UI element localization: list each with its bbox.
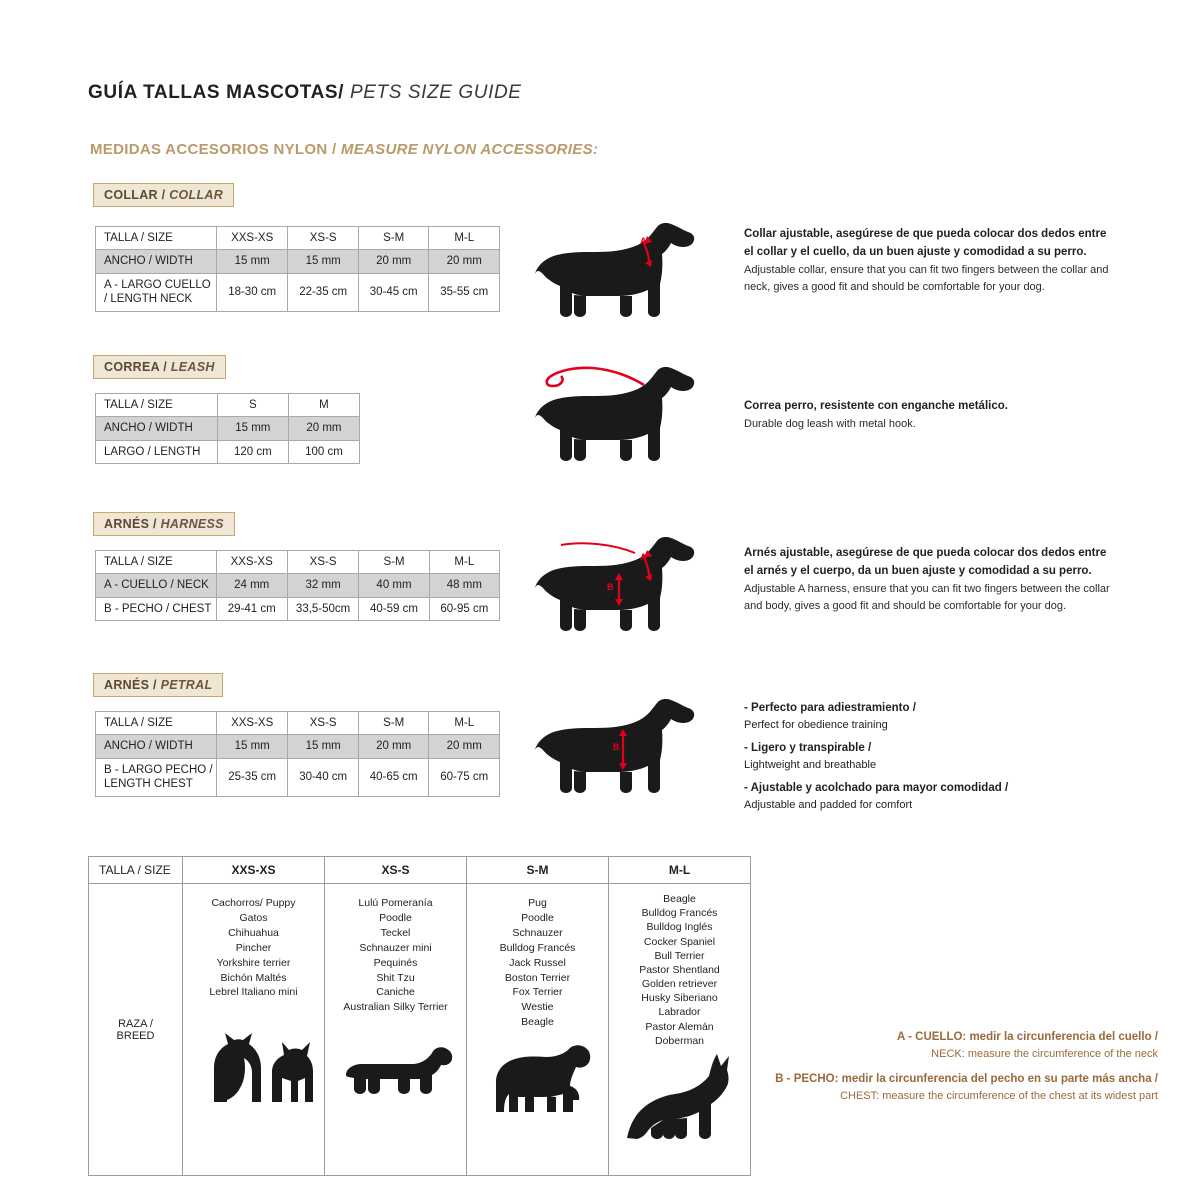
breed-item: Yorkshire terrier bbox=[216, 956, 291, 969]
breed-list bbox=[612, 892, 747, 1048]
cell: 29-41 cm bbox=[216, 597, 287, 620]
cell: 15 mm bbox=[288, 250, 359, 273]
cell: 30-40 cm bbox=[288, 758, 359, 796]
breed-item: Jack Russel bbox=[509, 956, 566, 969]
breed-list bbox=[328, 896, 463, 1015]
bullet-es: - Ajustable y acolchado para mayor comodidad / bbox=[744, 781, 1009, 794]
breed-item: Shit Tzu bbox=[376, 971, 415, 984]
table-row-header bbox=[89, 857, 751, 884]
breed-item: Pequinés bbox=[373, 956, 418, 969]
section-tag-petral-en: PETRAL bbox=[156, 678, 213, 692]
cell: 60-75 cm bbox=[429, 758, 500, 796]
cell: 100 cm bbox=[288, 440, 359, 463]
breed-item: Bichón Maltés bbox=[220, 971, 287, 984]
row-label: TALLA / SIZE bbox=[96, 227, 217, 250]
breed-item: Westie bbox=[521, 1001, 554, 1014]
description-leash-es: Correa perro, resistente con enganche metálico. bbox=[744, 400, 1008, 412]
cat-and-small-dog-silhouette bbox=[194, 1028, 314, 1106]
section-tag-leash-en: LEASH bbox=[167, 360, 215, 374]
cell: M bbox=[288, 394, 359, 417]
footnote-chest-es: B - PECHO: medir la circunferencia del pecho en su parte más ancha / bbox=[775, 1072, 1158, 1085]
breed-item: Bulldog Francés bbox=[499, 941, 576, 954]
breed-item: Poodle bbox=[521, 911, 554, 924]
breed-item: Poodle bbox=[379, 911, 412, 924]
footnote-chest-en: CHEST: measure the circumference of the chest at its widest part bbox=[840, 1090, 1158, 1103]
cell: 20 mm bbox=[288, 417, 359, 440]
table-petral bbox=[95, 711, 500, 797]
footnote-neck-es: A - CUELLO: medir la circunferencia del cuello / bbox=[897, 1031, 1158, 1043]
row-label: ANCHO / WIDTH bbox=[96, 250, 217, 273]
breed-row-label-es: RAZA / bbox=[118, 1017, 153, 1030]
section-tag-harness-en: HARNESS bbox=[156, 517, 224, 531]
breed-cell bbox=[467, 884, 609, 1176]
section-tag-leash-es: CORREA / bbox=[104, 360, 168, 374]
section-tag-collar bbox=[93, 183, 234, 207]
breed-item: Gatos bbox=[239, 911, 268, 924]
cell: 40-59 cm bbox=[359, 597, 429, 620]
table-row bbox=[96, 440, 360, 463]
cell: S bbox=[217, 394, 288, 417]
description-collar bbox=[744, 226, 1114, 297]
description-harness-en: Adjustable A harness, ensure that you can fit two fingers between the collar and body, gives a good fit and should be comfortable for your dog. bbox=[744, 582, 1110, 613]
table-row bbox=[96, 712, 500, 735]
breed-item: Australian Silky Terrier bbox=[343, 1001, 448, 1014]
breed-item: Pug bbox=[528, 897, 547, 909]
breed-cell bbox=[183, 884, 325, 1176]
section-tag-harness bbox=[93, 512, 235, 536]
breed-item: Bull Terrier bbox=[654, 949, 705, 962]
breed-item: Husky Siberiano bbox=[641, 992, 718, 1005]
breed-list bbox=[470, 896, 605, 1030]
cell: 40-65 cm bbox=[358, 758, 429, 796]
breed-item: Bulldog Francés bbox=[641, 907, 718, 920]
row-label: ANCHO / WIDTH bbox=[96, 417, 218, 440]
row-label: A - LARGO CUELLO / LENGTH NECK bbox=[96, 273, 217, 311]
table-row-breeds bbox=[89, 884, 751, 1176]
breed-col-header: S-M bbox=[467, 857, 609, 884]
marker-b-petral: B bbox=[613, 742, 620, 752]
table-row bbox=[96, 574, 500, 597]
schnauzer-silhouette bbox=[478, 1036, 598, 1116]
section-tag-collar-es: COLLAR / bbox=[104, 188, 166, 202]
table-row bbox=[96, 551, 500, 574]
breed-item: Beagle bbox=[663, 893, 696, 905]
table-row bbox=[96, 273, 500, 311]
cell: 22-35 cm bbox=[288, 273, 359, 311]
cell: M-L bbox=[429, 712, 500, 735]
breed-item: Pastor Alemán bbox=[645, 1020, 714, 1033]
breed-item: Labrador bbox=[658, 1006, 701, 1019]
cell: XS-S bbox=[287, 551, 358, 574]
cell: 15 mm bbox=[217, 417, 288, 440]
cell: 20 mm bbox=[429, 735, 500, 758]
marker-a-harness: A bbox=[640, 552, 647, 562]
marker-a-collar: A bbox=[640, 236, 647, 246]
breed-item: Golden retriever bbox=[641, 978, 718, 991]
table-row bbox=[96, 758, 500, 796]
breed-item: Doberman bbox=[654, 1034, 705, 1047]
breed-row-label bbox=[89, 884, 183, 1176]
cell: M-L bbox=[429, 227, 500, 250]
description-harness bbox=[744, 545, 1114, 616]
row-label: B - PECHO / CHEST bbox=[96, 597, 217, 620]
row-label: TALLA / SIZE bbox=[96, 551, 217, 574]
description-collar-en: Adjustable collar, ensure that you can fit two fingers between the collar and neck, gives a good fit and should be comfortable for your dog. bbox=[744, 263, 1109, 294]
breed-cell bbox=[609, 884, 751, 1176]
breed-col-header: M-L bbox=[609, 857, 751, 884]
cell: 35-55 cm bbox=[429, 273, 500, 311]
breed-col-header: XS-S bbox=[325, 857, 467, 884]
table-row bbox=[96, 417, 360, 440]
breed-item: Bulldog Inglés bbox=[646, 921, 713, 934]
row-label: LARGO / LENGTH bbox=[96, 440, 218, 463]
row-label: B - LARGO PECHO / LENGTH CHEST bbox=[96, 758, 217, 796]
description-leash bbox=[744, 398, 1114, 434]
table-collar bbox=[95, 226, 500, 312]
bullet-en: Lightweight and breathable bbox=[744, 759, 877, 771]
cell: XXS-XS bbox=[216, 227, 288, 250]
cell: 15 mm bbox=[288, 735, 359, 758]
dachshund-silhouette bbox=[336, 1035, 456, 1097]
table-row bbox=[96, 250, 500, 273]
cell: 32 mm bbox=[287, 574, 358, 597]
cell: 20 mm bbox=[358, 735, 429, 758]
page-subtitle-es: MEDIDAS ACCESORIOS NYLON / bbox=[90, 141, 337, 158]
table-row bbox=[96, 227, 500, 250]
description-harness-es: Arnés ajustable, asegúrese de que pueda colocar dos dedos entre el arnés y el cuerpo, da un buen ajuste y comodidad a su perro. bbox=[744, 547, 1107, 577]
row-label: TALLA / SIZE bbox=[96, 394, 218, 417]
cell: XXS-XS bbox=[216, 712, 288, 735]
doberman-silhouette bbox=[617, 1050, 742, 1142]
breed-item: Pastor Shentland bbox=[639, 963, 720, 976]
breed-cell bbox=[325, 884, 467, 1176]
section-tag-leash bbox=[93, 355, 226, 379]
table-row bbox=[96, 735, 500, 758]
breed-item: Cocker Spaniel bbox=[643, 935, 716, 948]
description-leash-en: Durable dog leash with metal hook. bbox=[744, 417, 916, 430]
dog-silhouette-collar bbox=[523, 214, 703, 324]
cell: 48 mm bbox=[429, 574, 499, 597]
breed-item: Beagle bbox=[521, 1016, 554, 1029]
cell: M-L bbox=[429, 551, 499, 574]
cell: S-M bbox=[358, 227, 429, 250]
bullets-petral bbox=[744, 700, 1124, 819]
footnote-neck-en: NECK: measure the circumference of the neck bbox=[931, 1048, 1158, 1061]
bullet-es: - Perfecto para adiestramiento / bbox=[744, 702, 916, 714]
dog-silhouette-leash bbox=[523, 358, 703, 468]
cell: 18-30 cm bbox=[216, 273, 288, 311]
table-harness bbox=[95, 550, 500, 621]
cell: XXS-XS bbox=[216, 551, 287, 574]
row-label: TALLA / SIZE bbox=[96, 712, 217, 735]
breed-header-label: TALLA / SIZE bbox=[89, 857, 183, 884]
table-leash bbox=[95, 393, 360, 464]
row-label: A - CUELLO / NECK bbox=[96, 574, 217, 597]
cell: S-M bbox=[358, 712, 429, 735]
breed-item: Schnauzer bbox=[512, 926, 563, 939]
table-breed bbox=[88, 856, 751, 1176]
page-subtitle bbox=[90, 141, 598, 158]
breed-item: Pincher bbox=[235, 941, 272, 954]
cell: 15 mm bbox=[216, 250, 288, 273]
cell: 20 mm bbox=[429, 250, 500, 273]
section-tag-petral bbox=[93, 673, 223, 697]
bullet-en: Adjustable and padded for comfort bbox=[744, 798, 913, 811]
measurement-footnote bbox=[758, 1028, 1158, 1106]
cell: S-M bbox=[359, 551, 429, 574]
page-title-es: GUÍA TALLAS MASCOTAS/ bbox=[88, 82, 345, 103]
page-title bbox=[88, 82, 522, 104]
breed-item: Lulú Pomeranía bbox=[358, 897, 433, 909]
section-tag-collar-en: COLLAR bbox=[165, 188, 224, 202]
description-collar-es: Collar ajustable, asegúrese de que pueda colocar dos dedos entre el collar y el cuello, da un buen ajuste y comodidad a su perro. bbox=[744, 228, 1107, 258]
section-tag-harness-es: ARNÉS / bbox=[104, 517, 157, 531]
breed-item: Lebrel Italiano mini bbox=[209, 986, 298, 999]
cell: XS-S bbox=[288, 712, 359, 735]
cell: 30-45 cm bbox=[358, 273, 429, 311]
bullet-en: Perfect for obedience training bbox=[744, 719, 888, 732]
breed-item: Teckel bbox=[380, 926, 411, 939]
breed-item: Caniche bbox=[376, 986, 415, 999]
table-row bbox=[96, 394, 360, 417]
breed-item: Chihuahua bbox=[228, 926, 279, 939]
breed-col-header: XXS-XS bbox=[183, 857, 325, 884]
cell: 25-35 cm bbox=[216, 758, 288, 796]
page-subtitle-en: MEASURE NYLON ACCESSORIES: bbox=[336, 141, 599, 158]
row-label: ANCHO / WIDTH bbox=[96, 735, 217, 758]
breed-list bbox=[186, 896, 321, 1000]
bullet-es: - Ligero y transpirable / bbox=[744, 741, 872, 754]
cell: 20 mm bbox=[358, 250, 429, 273]
cell: 33,5-50cm bbox=[287, 597, 358, 620]
cell: 40 mm bbox=[359, 574, 429, 597]
cell: 24 mm bbox=[216, 574, 287, 597]
cell: 15 mm bbox=[216, 735, 288, 758]
cell: 120 cm bbox=[217, 440, 288, 463]
cell: XS-S bbox=[288, 227, 359, 250]
breed-item: Schnauzer mini bbox=[359, 941, 432, 954]
cell: 60-95 cm bbox=[429, 597, 499, 620]
section-tag-petral-es: ARNÉS / bbox=[104, 678, 157, 692]
breed-row-label-en: BREED bbox=[116, 1029, 155, 1042]
breed-item: Cachorros/ Puppy bbox=[211, 897, 296, 909]
breed-item: Fox Terrier bbox=[512, 986, 563, 999]
marker-b-harness: B bbox=[607, 582, 614, 592]
table-row bbox=[96, 597, 500, 620]
page-title-en: PETS SIZE GUIDE bbox=[344, 82, 522, 103]
breed-item: Boston Terrier bbox=[504, 971, 571, 984]
